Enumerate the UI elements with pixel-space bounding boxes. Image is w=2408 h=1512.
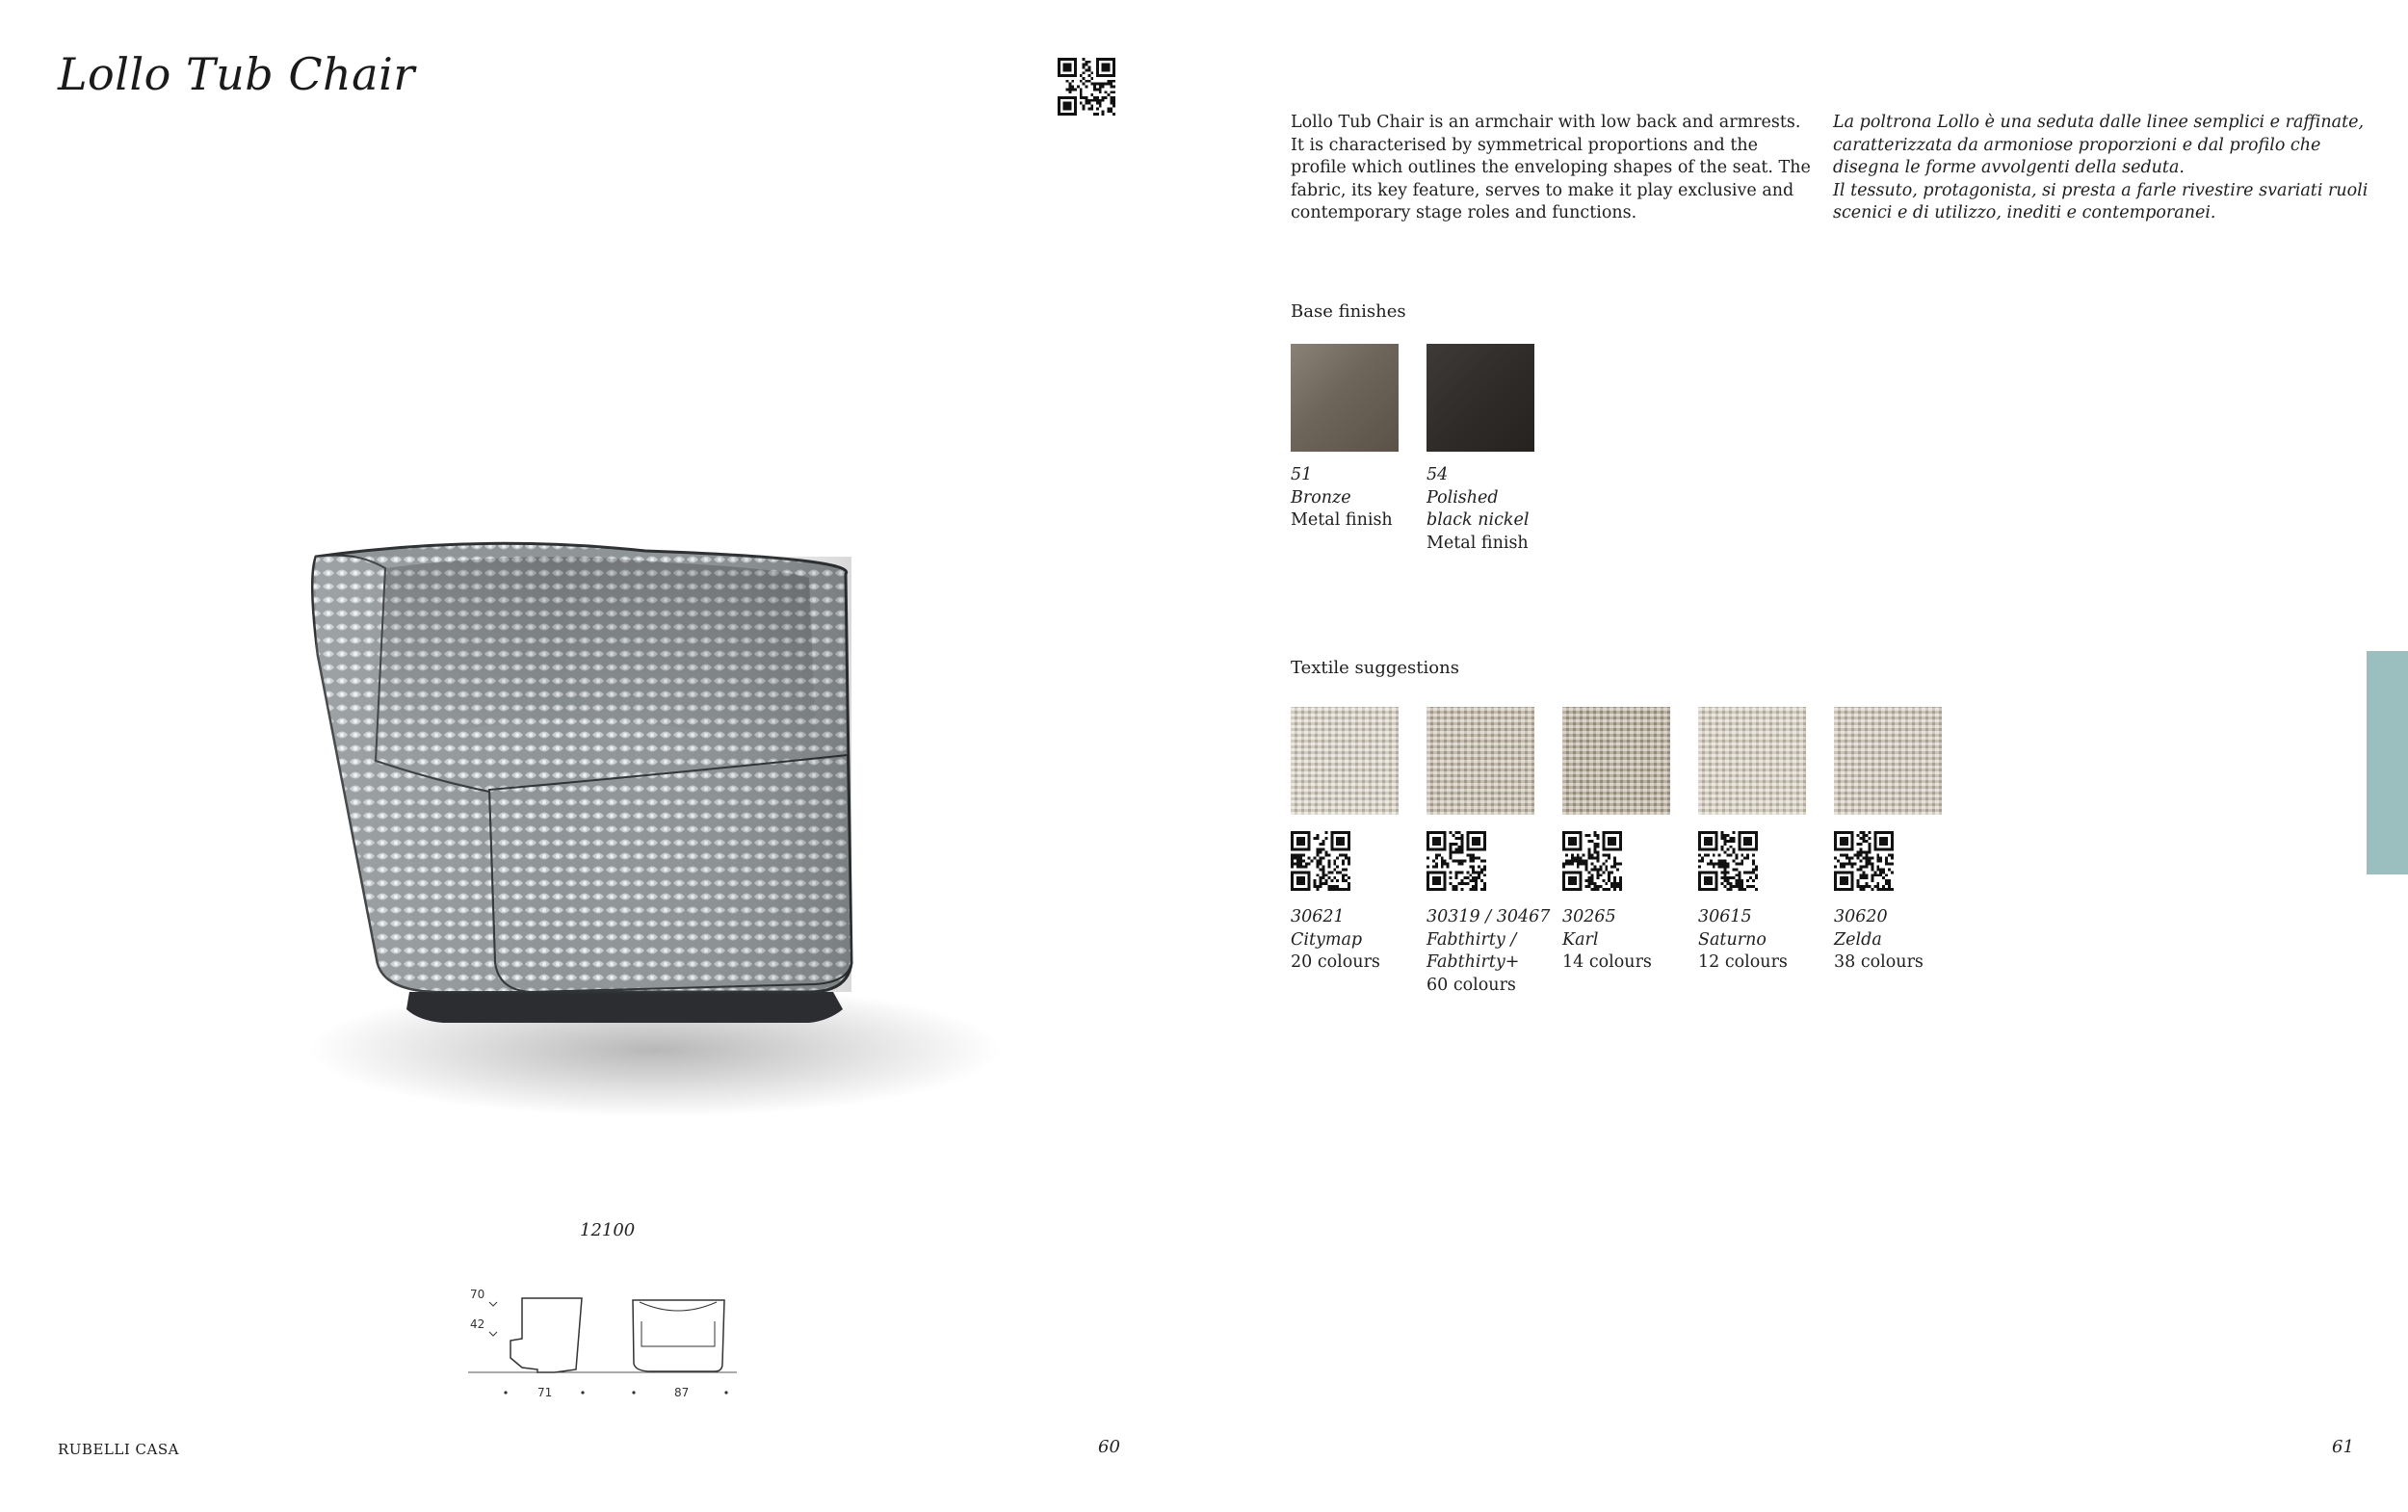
section-tab-accent bbox=[2367, 651, 2408, 874]
textile-colours: 38 colours bbox=[1834, 952, 1924, 972]
textile-colours: 60 colours bbox=[1426, 975, 1516, 995]
textile-code: 30620 bbox=[1834, 907, 1888, 926]
textile-name: Karl bbox=[1562, 929, 1599, 950]
finish-swatch-polished-black-nickel bbox=[1426, 344, 1534, 452]
page-number-right: 61 bbox=[2332, 1437, 2354, 1457]
textile-qr-code[interactable] bbox=[1426, 831, 1486, 891]
textile-swatch bbox=[1698, 707, 1806, 815]
dimension-drawing bbox=[462, 1281, 742, 1406]
product-qr-code[interactable] bbox=[1058, 58, 1115, 116]
textile-swatch bbox=[1291, 707, 1399, 815]
description-italian-p2: Il tessuto, protagonista, si presta a farle rivestire svariati ruoli scenici e di utilizzo, inediti e contemporanei. bbox=[1833, 180, 2369, 222]
finish-name: Polished black nickel bbox=[1426, 487, 1530, 530]
textile-swatch bbox=[1426, 707, 1534, 815]
finish-type: Metal finish bbox=[1426, 533, 1529, 553]
base-finishes-title: Base finishes bbox=[1291, 301, 1406, 322]
textile-code: 30319 / 30467 bbox=[1426, 907, 1551, 926]
textile-suggestions-title: Textile suggestions bbox=[1291, 658, 1459, 678]
product-code: 12100 bbox=[580, 1220, 636, 1240]
page-number-left: 60 bbox=[1098, 1437, 1120, 1457]
finish-caption bbox=[1426, 464, 1542, 555]
textile-qr-code[interactable] bbox=[1291, 831, 1350, 891]
textile-qr-code[interactable] bbox=[1834, 831, 1894, 891]
textile-qr-code[interactable] bbox=[1698, 831, 1758, 891]
textile-code: 30621 bbox=[1291, 907, 1345, 926]
chair-image bbox=[241, 539, 1069, 1136]
brand-footer: RUBELLI CASA bbox=[58, 1441, 179, 1458]
dim-height-total: 70 bbox=[470, 1288, 485, 1301]
textile-swatch bbox=[1834, 707, 1942, 815]
textile-colours: 14 colours bbox=[1562, 952, 1652, 972]
textile-name: Citymap bbox=[1291, 929, 1363, 950]
dim-height-seat: 42 bbox=[470, 1317, 485, 1331]
description-italian-p1: La poltrona Lollo è una seduta dalle linee semplici e raffinate, caratterizzata da armoniose proporzioni e dal profilo che disegna le forme avvolgenti della seduta. bbox=[1833, 113, 2365, 177]
textile-colours: 12 colours bbox=[1698, 952, 1788, 972]
dim-width: 87 bbox=[674, 1386, 690, 1399]
finish-type: Metal finish bbox=[1291, 510, 1393, 530]
textile-name: Fabthirty / Fabthirty+ bbox=[1426, 929, 1520, 972]
textile-code: 30265 bbox=[1562, 907, 1616, 926]
finish-caption bbox=[1291, 464, 1416, 533]
textile-caption bbox=[1834, 906, 1959, 975]
textile-caption bbox=[1426, 906, 1552, 997]
textile-qr-code[interactable] bbox=[1562, 831, 1622, 891]
finish-name: Bronze bbox=[1291, 487, 1351, 508]
textile-name: Zelda bbox=[1834, 929, 1882, 950]
textile-code: 30615 bbox=[1698, 907, 1752, 926]
textile-caption bbox=[1562, 906, 1688, 975]
textile-colours: 20 colours bbox=[1291, 952, 1380, 972]
finish-code: 54 bbox=[1426, 465, 1449, 484]
textile-swatch bbox=[1562, 707, 1670, 815]
textile-name: Saturno bbox=[1698, 929, 1767, 950]
page-title: Lollo Tub Chair bbox=[58, 48, 415, 100]
description-italian bbox=[1833, 112, 2372, 225]
description-english: Lollo Tub Chair is an armchair with low back and armrests. It is characterised by symmetrical proportions and the profile which outlines the enveloping shapes of the seat. The fabric, its key feature, serves to make it play exclusive and contemporary stage roles and functions. bbox=[1291, 113, 1811, 222]
finish-swatch-bronze bbox=[1291, 344, 1399, 452]
textile-caption bbox=[1698, 906, 1823, 975]
finish-code: 51 bbox=[1291, 465, 1313, 484]
dim-depth: 71 bbox=[537, 1386, 553, 1399]
textile-caption bbox=[1291, 906, 1416, 975]
